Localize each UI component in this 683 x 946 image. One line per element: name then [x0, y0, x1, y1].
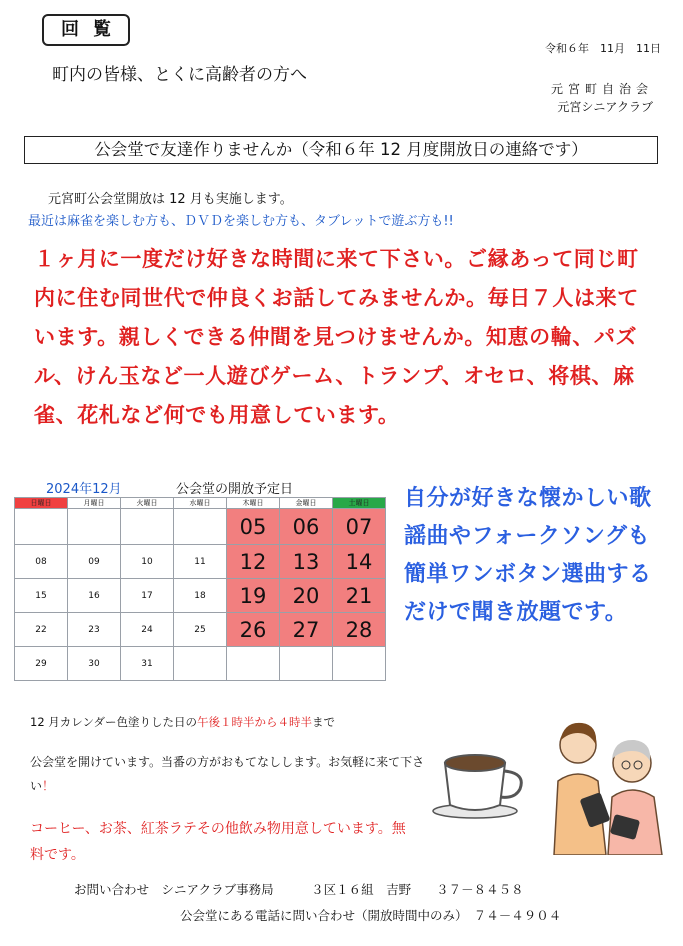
calendar-day: 07: [333, 509, 386, 545]
calendar-day: 23: [68, 613, 121, 647]
calendar-day: 16: [68, 579, 121, 613]
calendar-day: 10: [121, 545, 174, 579]
calendar-day: 09: [68, 545, 121, 579]
calendar-empty-cell: [68, 509, 121, 545]
calendar-day: 12: [227, 545, 280, 579]
org-senior-club: 元宮シニアクラブ: [557, 100, 653, 114]
calendar-day: 06: [280, 509, 333, 545]
contact-line-1: お問い合わせ シニアクラブ事務局 ３区１６組 吉野 ３７－８４５８: [74, 882, 524, 897]
org-jichikai: 元宮町自治会: [550, 82, 653, 96]
weekday-header: 金曜日: [280, 498, 333, 509]
calendar-table: [14, 497, 386, 681]
calendar-day: 08: [15, 545, 68, 579]
calendar-day: 26: [227, 613, 280, 647]
intro-line-2: 最近は麻雀を楽しむ方も、ＤＶＤを楽しむ方も、タブレットで遊ぶ方も!!: [28, 214, 454, 229]
hours-post: まで: [312, 715, 336, 729]
drinks-note: コーヒー、お茶、紅茶ラテその他飲み物用意しています。無料です。: [30, 821, 406, 863]
calendar-day: 27: [280, 613, 333, 647]
calendar-day: 25: [174, 613, 227, 647]
calendar-empty-cell: [227, 647, 280, 681]
addressee: 町内の皆様、とくに高齢者の方へ: [52, 65, 307, 85]
calendar-day: 14: [333, 545, 386, 579]
invitation-paragraph: １ヶ月に一度だけ好きな時間に来て下さい。ご縁あって同じ町内に住む同世代で仲良くお話してみませんか。毎日７人は来ています。親しくできる仲間を見つけませんか。知恵の輪、パズル、けん玉など一人遊びゲーム、トランプ、オセロ、将棋、麻雀、花札など何でも用意しています。: [34, 247, 639, 427]
calendar-empty-cell: [333, 647, 386, 681]
calendar-day: 17: [121, 579, 174, 613]
calendar-empty-cell: [174, 647, 227, 681]
calendar-empty-cell: [280, 647, 333, 681]
calendar-empty-cell: [121, 509, 174, 545]
calendar-day: 19: [227, 579, 280, 613]
calendar-day: 29: [15, 647, 68, 681]
karaoke-promo: 自分が好きな懐かしい歌謡曲やフォークソングも簡単ワンボタン選曲するだけで聞き放題です。: [404, 486, 652, 625]
calendar-day: 11: [174, 545, 227, 579]
calendar-day: 15: [15, 579, 68, 613]
calendar-day: 18: [174, 579, 227, 613]
staff-mark: ！: [42, 779, 55, 793]
calendar-day: 13: [280, 545, 333, 579]
calendar-day: 24: [121, 613, 174, 647]
weekday-header: 土曜日: [333, 498, 386, 509]
calendar-day: 21: [333, 579, 386, 613]
hours-note: [30, 714, 335, 730]
hours-pre: 12 月カレンダー色塗りした日の: [30, 715, 198, 729]
calendar-heading: 2024年12月: [46, 482, 122, 497]
weekday-header: 火曜日: [121, 498, 174, 509]
calendar-day: 28: [333, 613, 386, 647]
calendar-day: 30: [68, 647, 121, 681]
hours-time: 午後１時半から４時半: [197, 715, 313, 729]
intro-line-1: 元宮町公会堂開放は 12 月も実施します。: [48, 192, 293, 207]
calendar-day: 05: [227, 509, 280, 545]
staff-text: 公会堂を開けています。当番の方がおもてなしします。お気軽に来て下さい: [30, 755, 425, 793]
calendar-empty-cell: [174, 509, 227, 545]
weekday-header: 月曜日: [68, 498, 121, 509]
contact-line-2: 公会堂にある電話に問い合わせ（開放時間中のみ） ７４－４９０４: [180, 908, 562, 923]
weekday-header: 水曜日: [174, 498, 227, 509]
calendar-empty-cell: [15, 509, 68, 545]
coffee-cup-icon: [430, 745, 530, 820]
weekday-header: 木曜日: [227, 498, 280, 509]
weekday-header: 日曜日: [15, 498, 68, 509]
calendar-day: 22: [15, 613, 68, 647]
kairan-label: 回覧: [42, 14, 130, 46]
page-title: 公会堂で友達作りませんか（令和６年 12 月度開放日の連絡です）: [24, 136, 658, 164]
calendar-day: 20: [280, 579, 333, 613]
calendar-subheading: 公会堂の開放予定日: [176, 482, 294, 497]
date: 令和６年 11月 11日: [545, 42, 661, 55]
calendar-day: 31: [121, 647, 174, 681]
staff-note: [30, 750, 430, 798]
elderly-tablet-illustration: [540, 715, 670, 855]
